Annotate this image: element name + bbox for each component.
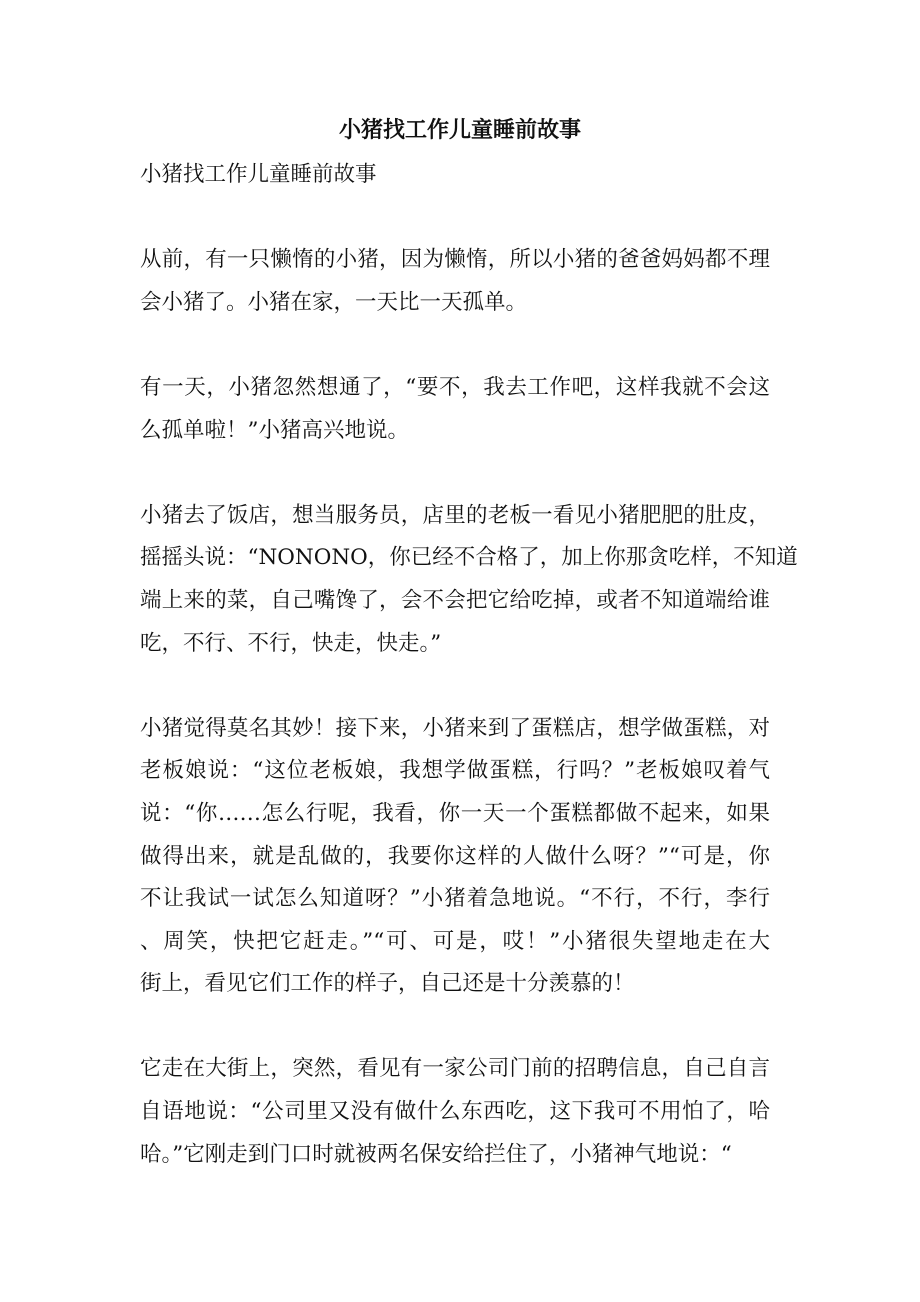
paragraph xyxy=(140,1048,770,1176)
paragraph xyxy=(140,708,770,1006)
paragraph-line: 自语地说：“公司里又没有做什么东西吃，这下我可不用怕了，哈 xyxy=(140,1099,770,1125)
paragraph-line: 哈。”它刚走到门口时就被两名保安给拦住了，小猪神气地说：“ xyxy=(140,1141,732,1167)
paragraph-line: 不让我试一试怎么知道呀？”小猪着急地说。“不行，不行，李行 xyxy=(140,886,770,912)
paragraph-line: 小猪去了饭店，想当服务员，店里的老板一看见小猪肥肥的肚皮， xyxy=(140,502,770,528)
document-body xyxy=(140,154,798,1176)
paragraph-line: 小猪觉得莫名其妙！接下来，小猪来到了蛋糕店，想学做蛋糕，对 xyxy=(140,715,770,741)
paragraph-spacer xyxy=(140,1006,770,1049)
paragraph-spacer xyxy=(140,665,770,708)
paragraph-line: 做得出来，就是乱做的，我要你这样的人做什么呀？”“可是，你 xyxy=(140,843,770,869)
paragraph xyxy=(140,239,770,324)
paragraph-line: 么孤单啦！”小猪高兴地说。 xyxy=(140,417,409,443)
paragraph-spacer xyxy=(140,324,770,367)
paragraph-line: 有一天，小猪忽然想通了，“要不，我去工作吧，这样我就不会这 xyxy=(140,374,770,400)
document-subtitle: 小猪找工作儿童睡前故事 xyxy=(140,162,377,187)
paragraph-line: 说：“你……怎么行呢，我看，你一天一个蛋糕都做不起来，如果 xyxy=(140,800,770,826)
paragraph-line: 、周笑，快把它赶走。”“可、可是，哎！”小猪很失望地走在大 xyxy=(140,928,770,954)
paragraph-line: 吃，不行、不行，快走，快走。” xyxy=(140,630,442,656)
paragraph-line: 街上，看见它们工作的样子，自己还是十分羡慕的！ xyxy=(140,971,635,997)
paragraph-line: 从前，有一只懒惰的小猪，因为懒惰，所以小猪的爸爸妈妈都不理 xyxy=(140,247,770,273)
paragraph-spacer xyxy=(140,452,770,495)
paragraph-line: 摇摇头说：“NONONO，你已经不合格了，加上你那贪吃样，不知道 xyxy=(140,545,798,571)
paragraph-line: 端上来的菜，自己嘴馋了，会不会把它给吃掉，或者不知道端给谁 xyxy=(140,587,770,613)
paragraph xyxy=(140,495,798,665)
paragraph-line: 它走在大街上，突然，看见有一家公司门前的招聘信息，自己自言 xyxy=(140,1056,770,1082)
paragraph xyxy=(140,367,770,452)
paragraph-spacer xyxy=(140,197,770,240)
paragraph-line: 老板娘说：“这位老板娘，我想学做蛋糕，行吗？”老板娘叹着气 xyxy=(140,758,770,784)
paragraph-line: 会小猪了。小猪在家，一天比一天孤单。 xyxy=(140,289,528,315)
document-title: 小猪找工作儿童睡前故事 xyxy=(338,117,581,143)
